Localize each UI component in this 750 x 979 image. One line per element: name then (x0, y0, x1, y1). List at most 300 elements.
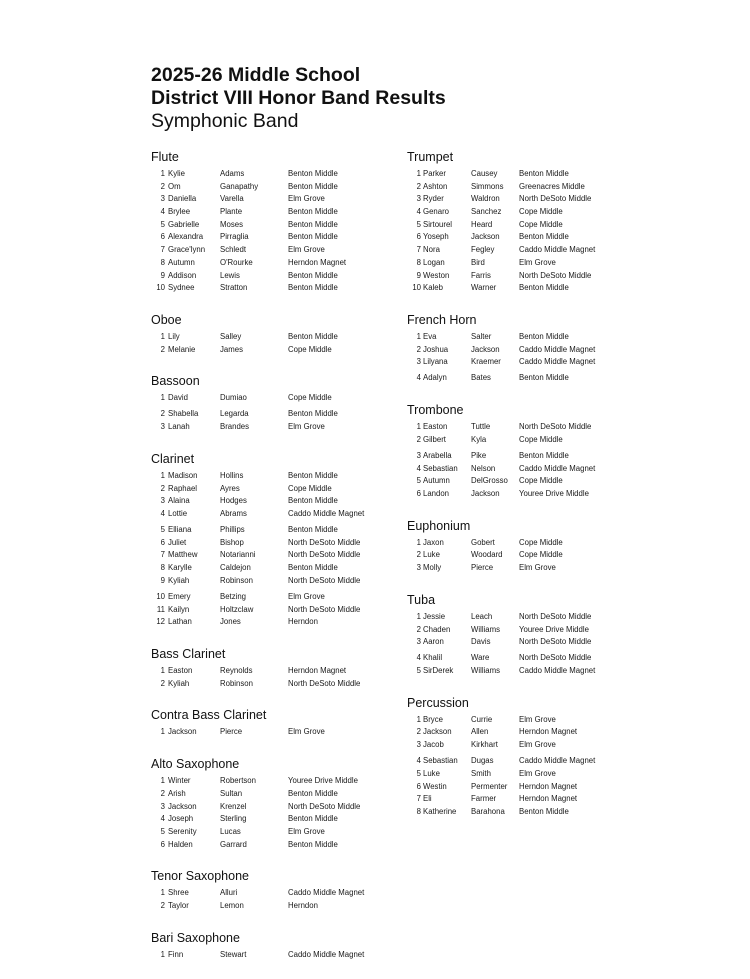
student-school: Benton Middle (288, 331, 338, 341)
student-last: Abrams (220, 508, 247, 518)
student-num: 1 (160, 666, 165, 676)
student-row (151, 331, 391, 344)
student-last: Garrard (220, 839, 247, 849)
student-num: 4 (160, 207, 165, 217)
student-last: Caldejon (220, 563, 251, 573)
student-row (407, 624, 647, 637)
student-num: 8 (160, 257, 165, 267)
student-last: Moses (220, 219, 243, 229)
student-row (407, 562, 647, 575)
student-row (407, 475, 647, 488)
student-first: Autumn (168, 257, 195, 267)
student-num: 2 (416, 727, 421, 737)
student-num: 4 (416, 463, 421, 473)
student-school: Herndon Magnet (288, 257, 347, 267)
student-last: Bird (471, 257, 485, 267)
student-school: Elm Grove (519, 769, 556, 778)
student-school: Cope Middle (288, 344, 332, 354)
student-num: 5 (160, 219, 165, 229)
section-heading: Trombone (407, 403, 464, 418)
student-num: 1 (160, 776, 165, 786)
student-num: 2 (416, 434, 421, 444)
student-last: Notarianni (220, 550, 256, 560)
student-first: Logan (423, 257, 445, 267)
student-school: Cope Middle (519, 434, 563, 444)
student-school: Caddo Middle Magnet (519, 463, 596, 473)
student-last: Kraemer (471, 357, 501, 367)
student-num: 2 (160, 900, 165, 910)
student-last: Kyla (471, 434, 487, 444)
student-school: North DeSoto Middle (519, 422, 592, 432)
student-school: Elm Grove (288, 826, 325, 836)
student-row (151, 344, 391, 357)
student-num: 6 (160, 232, 165, 242)
student-num: 6 (416, 781, 421, 791)
student-row (151, 282, 391, 295)
student-first: Easton (168, 666, 193, 676)
student-first: Eli (423, 794, 432, 804)
student-last: Simmons (471, 181, 504, 191)
student-last: Ganapathy (220, 181, 259, 191)
student-school: Caddo Middle Magnet (519, 245, 596, 255)
student-last: Kirkhart (471, 740, 498, 750)
student-first: Genaro (423, 207, 450, 217)
student-first: Jessie (423, 611, 446, 621)
student-num: 1 (160, 393, 165, 403)
student-first: Jackson (423, 727, 452, 737)
student-first: Westin (423, 781, 447, 791)
student-num: 3 (160, 194, 165, 204)
student-first: Daniella (168, 194, 197, 204)
student-school: North DeSoto Middle (288, 604, 361, 614)
student-last: Dumiao (220, 393, 247, 403)
student-first: Jacob (423, 740, 444, 750)
student-row (151, 219, 391, 232)
student-num: 1 (416, 169, 421, 178)
student-school: Benton Middle (519, 169, 569, 178)
student-num: 2 (416, 181, 421, 191)
student-school: North DeSoto Middle (288, 575, 361, 585)
student-row (151, 206, 391, 219)
student-row (151, 257, 391, 270)
section-heading: Clarinet (151, 451, 195, 466)
section-heading: Bass Clarinet (151, 647, 226, 662)
student-first: Kailyn (168, 604, 190, 614)
student-row (151, 168, 391, 181)
student-first: Lily (168, 331, 180, 341)
student-school: Benton Middle (288, 207, 338, 217)
student-row (407, 372, 647, 385)
student-first: Alexandra (168, 232, 204, 242)
student-first: Sirtourel (423, 219, 453, 229)
student-last: Tuttle (471, 422, 491, 432)
student-row (151, 408, 391, 421)
student-first: Jackson (168, 727, 197, 737)
student-num: 3 (160, 422, 165, 432)
student-first: Gilbert (423, 434, 446, 444)
student-num: 4 (416, 653, 421, 663)
student-num: 3 (416, 740, 421, 750)
student-school: Benton Middle (288, 270, 338, 280)
student-school: Herndon (288, 900, 318, 910)
student-first: Eva (423, 331, 437, 341)
student-first: Lilyana (423, 357, 448, 367)
student-row (151, 193, 391, 206)
student-school: Caddo Middle Magnet (519, 666, 596, 676)
student-num: 4 (160, 814, 165, 824)
student-school: Benton Middle (288, 839, 338, 849)
student-last: Stratton (220, 283, 248, 293)
student-first: Finn (168, 949, 184, 959)
student-last: Bishop (220, 537, 244, 547)
section-heading: Bari Saxophone (151, 930, 240, 945)
student-row (151, 549, 391, 562)
student-last: Farris (471, 270, 491, 280)
student-first: Matthew (168, 550, 198, 560)
student-first: Ryder (423, 194, 444, 204)
student-school: Benton Middle (519, 232, 569, 242)
student-first: Juliet (168, 537, 187, 547)
section-tenor-saxophone (151, 869, 391, 912)
student-row (151, 508, 391, 521)
student-school: Youree Drive Middle (519, 489, 589, 499)
student-first: Grace'lynn (168, 245, 206, 255)
student-first: Aaron (423, 637, 444, 647)
student-num: 6 (160, 839, 165, 849)
student-row (407, 244, 647, 257)
student-school: Elm Grove (288, 592, 325, 601)
student-first: Brylee (168, 207, 191, 217)
student-row (407, 636, 647, 649)
student-first: Shree (168, 888, 189, 898)
student-first: Melanie (168, 344, 196, 354)
student-first: Nora (423, 245, 440, 255)
student-row (151, 231, 391, 244)
student-row (151, 537, 391, 550)
student-last: Bates (471, 373, 491, 383)
student-row (407, 652, 647, 665)
student-first: Om (168, 181, 181, 191)
student-row (151, 244, 391, 257)
student-first: Alaina (168, 496, 190, 506)
student-school: North DeSoto Middle (519, 194, 592, 204)
student-row (151, 900, 391, 913)
student-first: Parker (423, 169, 446, 178)
student-num: 10 (412, 283, 421, 293)
student-last: Heard (471, 219, 493, 229)
student-school: Benton Middle (288, 232, 338, 242)
student-first: Arabella (423, 451, 452, 460)
student-first: Lathan (168, 617, 192, 627)
student-school: Benton Middle (288, 219, 338, 229)
student-row (407, 739, 647, 752)
student-first: Joshua (423, 344, 449, 354)
student-row (151, 678, 391, 691)
student-num: 1 (416, 611, 421, 621)
student-school: North DeSoto Middle (519, 637, 592, 647)
student-row (151, 616, 391, 629)
student-num: 10 (156, 283, 165, 293)
student-num: 2 (160, 409, 165, 419)
student-num: 4 (160, 508, 165, 518)
student-row (151, 801, 391, 814)
student-first: Luke (423, 550, 440, 560)
right-column (407, 150, 647, 837)
student-last: Stewart (220, 949, 247, 959)
student-row (151, 839, 391, 852)
student-last: Causey (471, 169, 498, 178)
student-row (151, 483, 391, 496)
student-school: Elm Grove (288, 727, 325, 737)
student-first: Joseph (168, 814, 194, 824)
student-row (407, 463, 647, 476)
student-last: Permenter (471, 781, 508, 791)
student-row (407, 755, 647, 768)
student-num: 6 (416, 232, 421, 242)
student-num: 3 (416, 357, 421, 367)
student-row (407, 257, 647, 270)
student-last: Jones (220, 617, 241, 627)
student-first: Kyliah (168, 678, 190, 688)
student-num: 2 (160, 181, 165, 191)
student-first: Elliana (168, 525, 192, 535)
student-num: 2 (416, 344, 421, 354)
student-school: Youree Drive Middle (288, 776, 358, 786)
student-last: Reynolds (220, 666, 253, 676)
student-last: Robinson (220, 678, 253, 688)
section-heading: Contra Bass Clarinet (151, 708, 267, 723)
section-heading: Euphonium (407, 518, 471, 533)
student-school: Benton Middle (288, 788, 338, 798)
student-num: 6 (160, 537, 165, 547)
student-school: Benton Middle (288, 169, 338, 178)
section-heading: Bassoon (151, 374, 200, 389)
student-school: Cope Middle (519, 550, 563, 560)
student-last: Sultan (220, 788, 243, 798)
student-num: 1 (416, 331, 421, 341)
student-num: 5 (416, 219, 421, 229)
section-trombone (407, 403, 647, 501)
student-num: 1 (160, 331, 165, 341)
student-num: 2 (160, 788, 165, 798)
student-row (151, 665, 391, 678)
student-row (407, 537, 647, 550)
student-num: 4 (416, 373, 421, 383)
student-num: 2 (160, 344, 165, 354)
student-first: David (168, 393, 188, 403)
student-first: Jaxon (423, 537, 444, 547)
student-last: Plante (220, 207, 243, 217)
student-row (407, 168, 647, 181)
student-school: Benton Middle (519, 331, 569, 341)
student-last: O'Rourke (220, 257, 253, 267)
student-school: Cope Middle (519, 537, 563, 547)
student-last: Leach (471, 611, 493, 621)
student-school: North DeSoto Middle (288, 801, 361, 811)
student-first: Emery (168, 592, 191, 601)
student-num: 8 (416, 807, 421, 817)
student-row (151, 949, 391, 962)
student-last: Brandes (220, 422, 250, 432)
student-last: Lemon (220, 900, 244, 910)
student-last: Pike (471, 451, 487, 460)
student-last: Pierce (471, 563, 494, 573)
student-row (407, 450, 647, 463)
student-row (407, 270, 647, 283)
section-heading: French Horn (407, 312, 477, 327)
section-bass-clarinet (151, 647, 391, 690)
student-num: 5 (416, 476, 421, 486)
student-school: Benton Middle (288, 563, 338, 573)
student-num: 9 (160, 575, 165, 585)
student-school: Elm Grove (288, 422, 325, 432)
student-school: North DeSoto Middle (519, 611, 592, 621)
student-num: 2 (416, 550, 421, 560)
section-tuba (407, 593, 647, 678)
student-num: 7 (416, 245, 421, 255)
document-title (151, 64, 446, 133)
student-num: 3 (416, 451, 421, 460)
student-last: Jackson (471, 344, 500, 354)
student-first: Kylie (168, 169, 185, 178)
student-school: Caddo Middle Magnet (288, 508, 365, 518)
student-first: Sydnee (168, 283, 195, 293)
student-first: Kaleb (423, 283, 443, 293)
student-row (407, 488, 647, 501)
student-num: 4 (416, 756, 421, 766)
student-num: 3 (416, 563, 421, 573)
student-row (407, 344, 647, 357)
student-first: Luke (423, 769, 440, 778)
section-bari-saxophone (151, 931, 391, 962)
student-num: 1 (160, 949, 165, 959)
student-school: Cope Middle (519, 219, 563, 229)
student-row (407, 793, 647, 806)
student-school: Caddo Middle Magnet (519, 357, 596, 367)
student-num: 9 (416, 270, 421, 280)
student-first: Karylle (168, 563, 192, 573)
student-row (151, 775, 391, 788)
student-school: Cope Middle (519, 476, 563, 486)
student-num: 2 (160, 678, 165, 688)
student-school: North DeSoto Middle (288, 678, 361, 688)
student-school: Cope Middle (288, 483, 332, 493)
student-num: 8 (416, 257, 421, 267)
student-first: Landon (423, 489, 450, 499)
student-last: Fegley (471, 245, 495, 255)
student-school: Herndon Magnet (519, 727, 578, 737)
student-school: Cope Middle (519, 207, 563, 217)
student-num: 5 (416, 666, 421, 676)
student-first: Kyliah (168, 575, 190, 585)
student-num: 1 (160, 169, 165, 178)
student-row (151, 495, 391, 508)
student-num: 7 (416, 794, 421, 804)
student-row (151, 524, 391, 537)
student-school: North DeSoto Middle (288, 537, 361, 547)
student-last: Williams (471, 666, 501, 676)
student-first: Lanah (168, 422, 190, 432)
student-last: Pierce (220, 727, 243, 737)
student-first: Molly (423, 563, 442, 573)
left-column (151, 150, 391, 979)
student-school: Caddo Middle Magnet (288, 888, 365, 898)
student-last: Smith (471, 769, 491, 778)
student-row (407, 331, 647, 344)
student-num: 5 (416, 769, 421, 778)
student-first: Sebastian (423, 756, 458, 766)
student-row (151, 887, 391, 900)
student-last: Currie (471, 714, 493, 724)
student-row (407, 726, 647, 739)
student-last: Barahona (471, 807, 505, 817)
student-row (151, 826, 391, 839)
section-heading: Tenor Saxophone (151, 869, 249, 884)
student-last: Davis (471, 637, 491, 647)
student-last: Salley (220, 331, 242, 341)
student-num: 5 (160, 826, 165, 836)
student-first: Taylor (168, 900, 189, 910)
student-school: Elm Grove (519, 740, 556, 750)
student-first: Bryce (423, 714, 443, 724)
student-school: Elm Grove (519, 714, 556, 724)
student-school: Cope Middle (288, 393, 332, 403)
student-first: Ashton (423, 181, 448, 191)
student-last: Pirraglia (220, 232, 249, 242)
student-school: Caddo Middle Magnet (519, 344, 596, 354)
student-row (407, 714, 647, 727)
student-num: 3 (160, 801, 165, 811)
student-first: Adalyn (423, 373, 447, 383)
student-school: Elm Grove (288, 245, 325, 255)
student-row (151, 421, 391, 434)
section-clarinet (151, 452, 391, 629)
student-first: Addison (168, 270, 197, 280)
student-school: Benton Middle (288, 525, 338, 535)
student-first: Khalil (423, 653, 443, 663)
student-last: Varella (220, 194, 244, 204)
student-school: Elm Grove (288, 194, 325, 204)
section-heading: Trumpet (407, 150, 454, 164)
student-row (407, 768, 647, 781)
student-school: Elm Grove (519, 257, 556, 267)
student-row (151, 562, 391, 575)
student-row (407, 193, 647, 206)
student-school: North DeSoto Middle (519, 653, 592, 663)
student-last: Holtzclaw (220, 604, 254, 614)
student-last: Warner (471, 283, 497, 293)
student-last: Betzing (220, 592, 247, 601)
student-num: 4 (416, 207, 421, 217)
student-last: Lewis (220, 270, 240, 280)
section-euphonium (407, 519, 647, 575)
student-num: 3 (160, 496, 165, 506)
student-last: Robertson (220, 776, 256, 786)
student-num: 1 (160, 727, 165, 737)
student-last: Legarda (220, 409, 249, 419)
student-row (407, 806, 647, 819)
student-row (407, 611, 647, 624)
student-first: Yoseph (423, 232, 449, 242)
student-row (151, 591, 391, 604)
student-row (407, 181, 647, 194)
student-last: Jackson (471, 489, 500, 499)
student-school: Caddo Middle Magnet (288, 949, 365, 959)
student-first: Gabrielle (168, 219, 200, 229)
student-last: Farmer (471, 794, 497, 804)
section-trumpet (407, 150, 647, 295)
student-last: Adams (220, 169, 245, 178)
